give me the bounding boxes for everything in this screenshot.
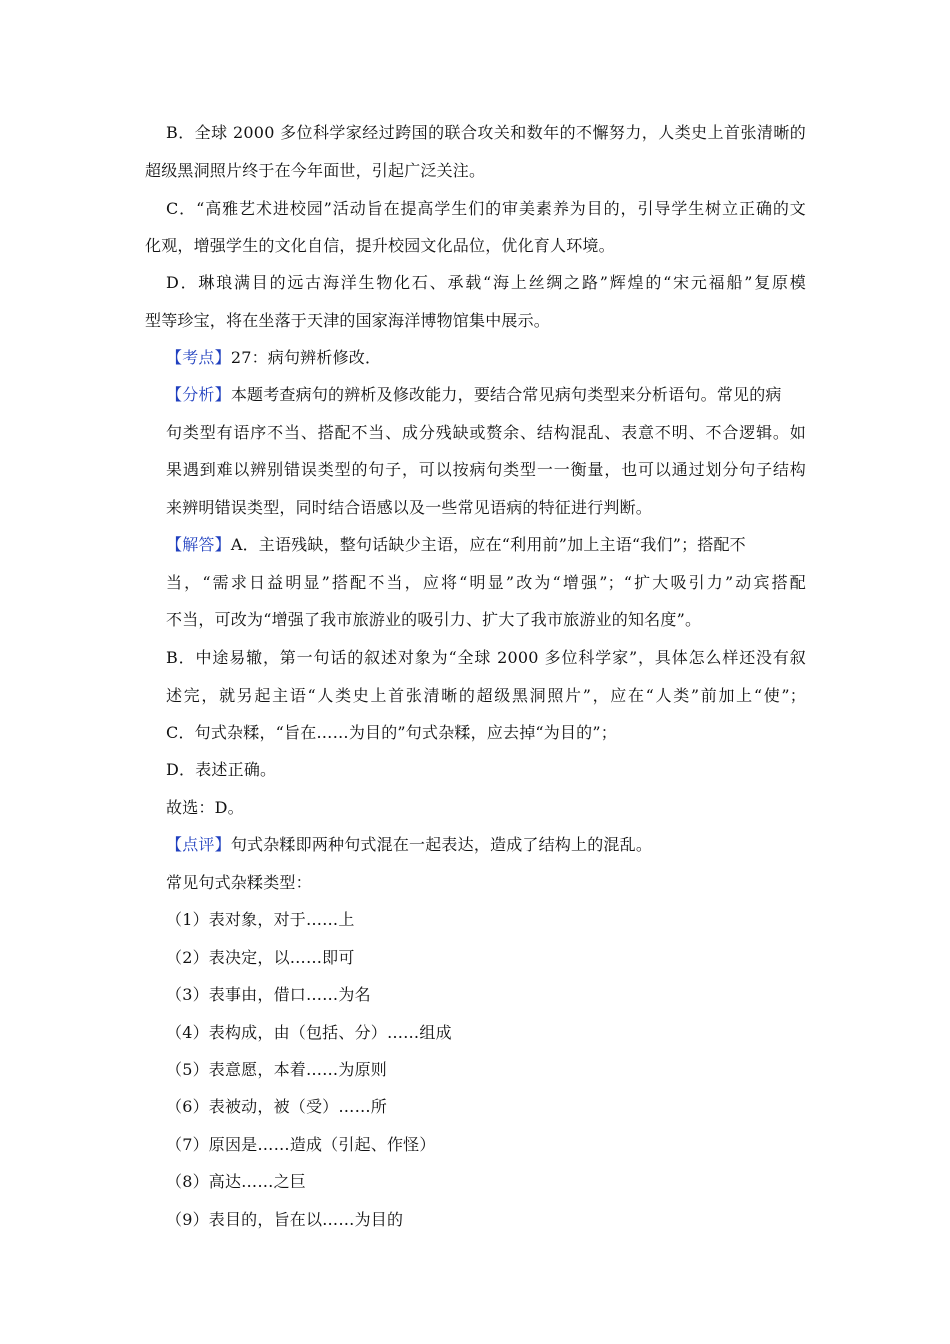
- list-item: （2）表决定，以……即可: [166, 948, 355, 967]
- option-c-line-1: C．“高雅艺术进校园”活动旨在提高学生们的审美素养为目的，引导学生树立正确的文: [166, 199, 806, 218]
- option-b-line-1: B．全球 2000 多位科学家经过跨国的联合攻关和数年的不懈努力，人类史上首张清晰的: [166, 123, 806, 142]
- option-c-line-2: 化观，增强学生的文化自信，提升校园文化品位，优化育人环境。: [145, 236, 615, 255]
- fenxi-tag: 【分析】: [166, 385, 231, 404]
- fenxi-line-1: [166, 385, 782, 405]
- jieda-line-1: [166, 535, 746, 555]
- jieda-b-line-1: B．中途易辙，第一句话的叙述对象为“全球 2000 多位科学家”，具体怎么样还没有叙: [166, 648, 806, 667]
- list-item: （9）表目的，旨在以……为目的: [166, 1210, 404, 1229]
- list-item: （8）高达……之巨: [166, 1172, 306, 1191]
- option-b-line-2: 超级黑洞照片终于在今年面世，引起广泛关注。: [145, 161, 486, 180]
- jieda-b-line-2: 述完，就另起主语“人类史上首张清晰的超级黑洞照片”，应在“人类”前加上“使”；: [166, 686, 806, 705]
- dianping-text: 句式杂糅即两种句式混在一起表达，造成了结构上的混乱。: [230, 835, 653, 854]
- list-item: （3）表事由，借口……为名: [166, 985, 371, 1004]
- kaodian-line: [166, 348, 381, 368]
- jieda-answer: 故选：D。: [166, 798, 244, 817]
- jieda-line-2: 当，“需求日益明显”搭配不当，应将“明显”改为“增强”；“扩大吸引力”动宾搭配: [166, 573, 806, 592]
- fenxi-text-1: 本题考查病句的辨析及修改能力，要结合常见病句类型来分析语句。常见的病: [230, 385, 782, 404]
- fenxi-line-4: 来辨明错误类型，同时结合语感以及一些常见语病的特征进行判断。: [166, 498, 653, 517]
- list-item: （4）表构成，由（包括、分）……组成: [166, 1023, 452, 1042]
- fenxi-line-2: 句类型有语序不当、搭配不当、成分残缺或赘余、结构混乱、表意不明、不合逻辑。如: [166, 423, 806, 442]
- jieda-d-line: D．表述正确。: [166, 760, 277, 779]
- jieda-text-1: A．主语残缺，整句话缺少主语，应在“利用前”加上主语“我们”；搭配不: [230, 535, 746, 554]
- list-item: （1）表对象，对于……上: [166, 910, 355, 929]
- list-item: （5）表意愿，本着……为原则: [166, 1060, 387, 1079]
- dianping-line: [166, 835, 652, 855]
- list-item: （7）原因是……造成（引起、作怪）: [166, 1135, 436, 1154]
- jieda-line-3: 不当，可改为“增强了我市旅游业的吸引力、扩大了我市旅游业的知名度”。: [166, 610, 702, 629]
- jieda-c-line: C．句式杂糅，“旨在……为目的”句式杂糅，应去掉“为目的”；: [166, 723, 617, 742]
- option-d-line-1: D．琳琅满目的远古海洋生物化石、承载“海上丝绸之路”辉煌的“宋元福船”复原模: [166, 273, 806, 292]
- kaodian-text: 27：病句辨析修改．: [230, 348, 382, 367]
- dianping-heading: 常见句式杂糅类型：: [166, 873, 312, 892]
- kaodian-tag: 【考点】: [166, 348, 231, 367]
- list-item: （6）表被动，被（受）……所: [166, 1097, 387, 1116]
- fenxi-line-3: 果遇到难以辨别错误类型的句子，可以按病句类型一一衡量，也可以通过划分句子结构: [166, 460, 806, 479]
- jieda-tag: 【解答】: [166, 535, 231, 554]
- option-d-line-2: 型等珍宝，将在坐落于天津的国家海洋博物馆集中展示。: [145, 311, 551, 330]
- dianping-tag: 【点评】: [166, 835, 231, 854]
